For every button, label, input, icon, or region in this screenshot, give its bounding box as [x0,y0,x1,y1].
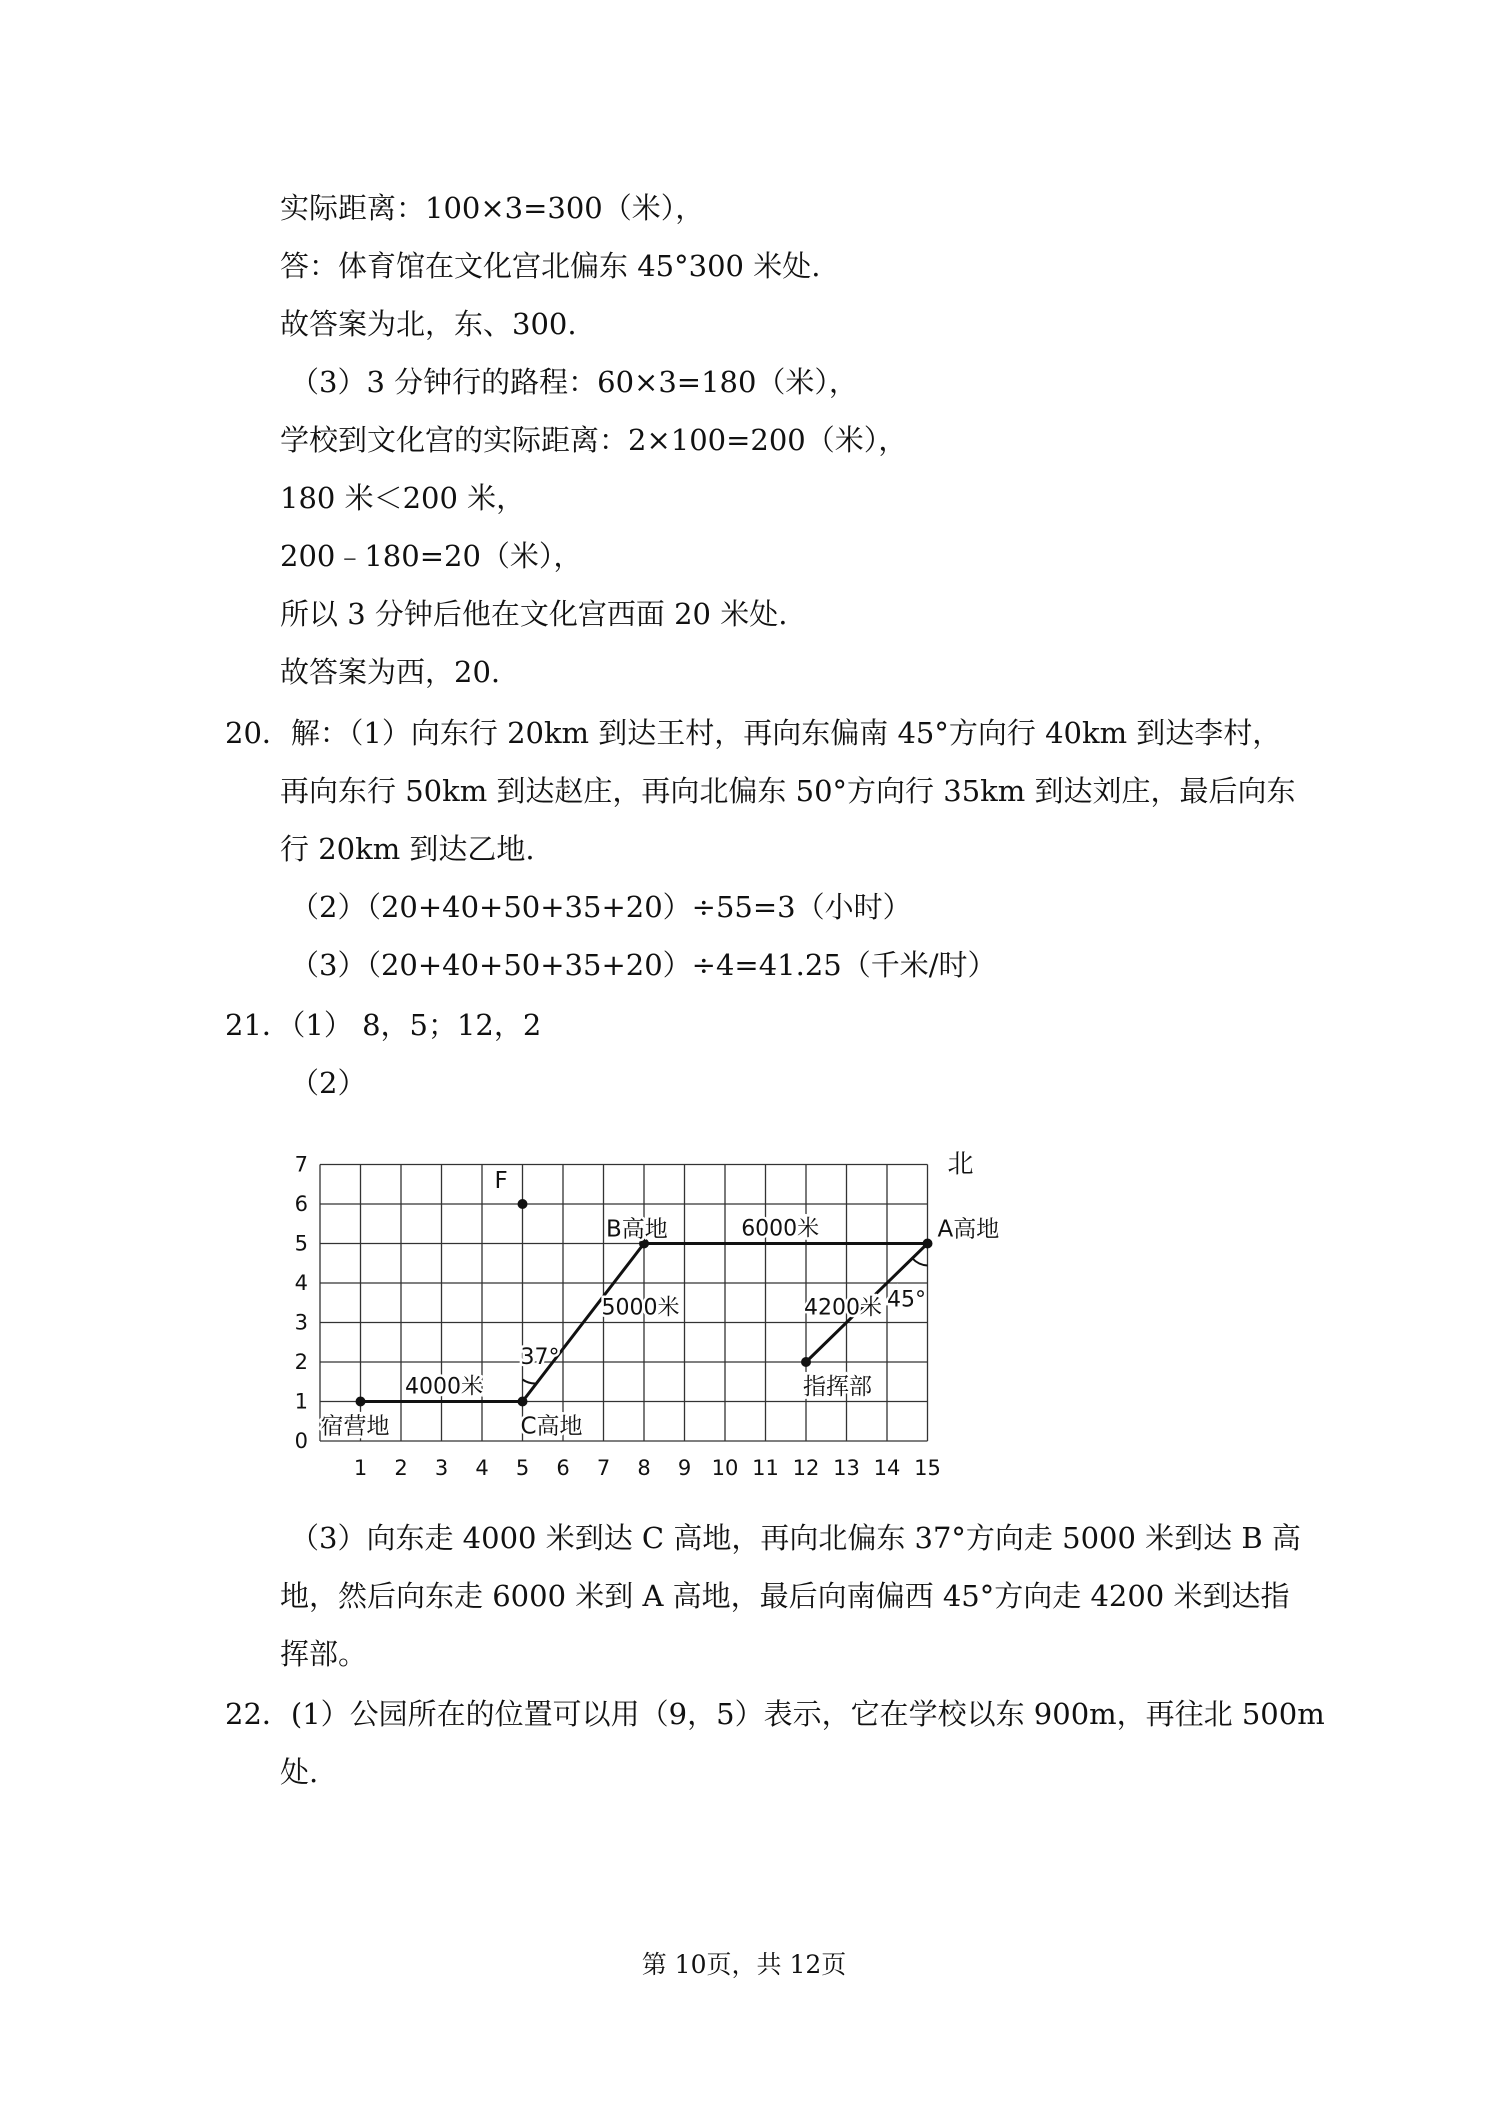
point-label: C高地 [520,1413,583,1440]
line-actual-distance: 实际距离：100×3=300（米）， [280,191,705,225]
point-dot [923,1239,933,1249]
point-label: A高地 [937,1216,1000,1243]
x-tick-label: 6 [556,1456,570,1480]
x-tick-label: 12 [792,1456,820,1480]
line-answer-north-east: 故答案为北，东、300. [280,307,577,341]
x-tick-label: 11 [752,1456,779,1480]
line-part3-distance: （3）3 分钟行的路程：60×3=180（米）， [290,365,858,399]
north-label: 北 [947,1149,974,1180]
line-subtract: 200﹣180=20（米）， [280,539,583,573]
x-tick-label: 8 [637,1456,651,1480]
segment-length-label: 4000米 [405,1374,484,1400]
line-conclusion: 所以 3 分钟后他在文化宫西面 20 米处. [280,597,788,631]
x-tick-label: 9 [677,1456,692,1480]
angle-label: 37° [520,1344,560,1370]
x-tick-label: 1 [353,1456,368,1480]
y-tick-label: 3 [294,1310,308,1335]
line-school-distance: 学校到文化宫的实际距离：2×100=200（米）， [280,423,908,457]
point-label: F [494,1168,508,1194]
y-tick-label: 6 [294,1192,308,1216]
x-tick-label: 3 [434,1456,449,1480]
q21-line-3: （3）向东走 4000 米到达 C 高地，再向北偏东 37°方向走 5000 米到达 B 高 [290,1521,1301,1555]
point-dot [518,1199,528,1209]
x-tick-label: 2 [394,1456,408,1480]
q20-line-3: 行 20km 到达乙地. [280,832,535,866]
q20-line-2: 再向东行 50km 到达赵庄，再向北偏东 50°方向行 35km 到达刘庄，最后向东 [280,774,1296,808]
q21-line-2: （2） [290,1066,367,1100]
point-dot [518,1397,528,1407]
point-dot [356,1397,366,1407]
point-label: B高地 [606,1216,668,1243]
segment-length-label: 5000米 [601,1295,680,1321]
q21-line-5: 挥部。 [280,1637,368,1671]
y-tick-label: 2 [294,1350,308,1374]
q22-line-2: 处. [280,1755,319,1789]
y-tick-label: 4 [294,1271,308,1295]
x-tick-label: 4 [475,1456,489,1480]
x-tick-label: 14 [873,1456,901,1480]
y-tick-label: 5 [294,1231,308,1256]
point-label: 指挥部 [803,1374,872,1400]
page-footer: 第 10页，共 12页 [641,1950,847,1979]
point-label: 宿营地 [320,1413,390,1440]
q21-line-4: 地，然后向东走 6000 米到 A 高地，最后向南偏西 45°方向走 4200 米到达指 [280,1579,1290,1613]
x-tick-label: 13 [833,1456,860,1480]
q22-line-1: 22．(1）公园所在的位置可以用（9，5）表示，它在学校以东 900m，再往北 500m [225,1697,1325,1731]
q20-line-1: 20．解：（1）向东行 20km 到达王村，再向东偏南 45°方向行 40km 到达李村， [225,716,1282,750]
x-tick-label: 15 [914,1456,941,1480]
segment-length-label: 6000米 [741,1216,820,1242]
segment-length-label: 4200米 [803,1295,882,1321]
q20-line-5: （3）（20+40+50+35+20）÷4=41.25（千米/时） [290,948,997,982]
q20-line-4: （2）（20+40+50+35+20）÷55=3（小时） [290,890,912,924]
y-tick-label: 1 [294,1389,308,1414]
line-answer-west: 故答案为西，20. [280,655,501,689]
x-tick-label: 10 [711,1456,739,1480]
q21-line-1: 21．（1） 8，5；12，2 [225,1008,542,1042]
x-tick-label: 7 [596,1456,611,1480]
line-answer-gym: 答：体育馆在文化宫北偏东 45°300 米处. [280,249,821,283]
x-tick-label: 5 [515,1456,530,1480]
angle-arc-c [523,1380,536,1384]
y-tick-label: 0 [294,1429,308,1453]
y-tick-label: 7 [294,1152,308,1177]
angle-arc-a [913,1259,928,1266]
point-dot [801,1357,811,1367]
angle-label: 45° [887,1287,926,1313]
route-grid-figure [290,1140,1050,1485]
line-compare: 180 米＜200 米， [280,481,526,515]
